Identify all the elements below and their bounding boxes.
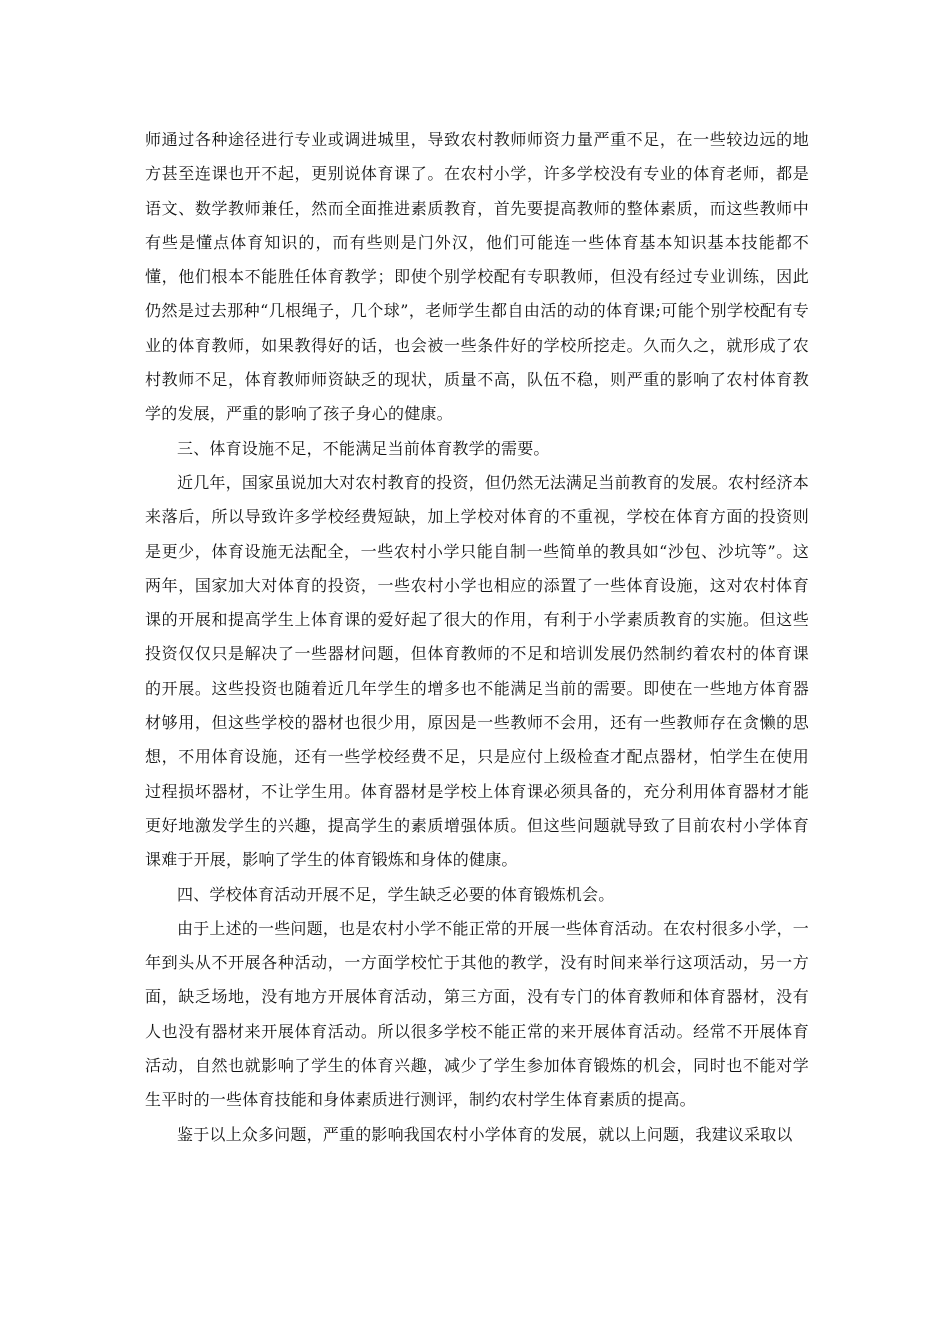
section-heading-facilities: 三、体育设施不足，不能满足当前体育教学的需要。 (177, 438, 550, 458)
paragraph-facilities: 近几年，国家虽说加大对农村教育的投资，但仍然无法满足当前教育的发展。农村经济本来落后，所以导致许多学校经费短缺，加上学校对体育的不重视，学校在体育方面的投资则是更少，体育设施无法配全，一些农村小学只能自制一些简单的教具如“沙包、沙坑等”。这两年，国家加大对体育的投资，一些农村小学也相应的添置了一些体育设施，这对农村体育课的开展和提高学生上体育课的爱好起了很大的作用，有利于小学素质教育的实施。但这些投资仅仅只是解决了一些器材问题，但体育教师的不足和培训发展仍然制约着农村的体育课的开展。这些投资也随着近几年学生的增多也不能满足当前的需要。即使在一些地方体育器材够用，但这些学校的器材也很少用，原因是一些教师不会用，还有一些教师存在贪懒的思想，不用体育设施，还有一些学校经费不足，只是应付上级检查才配点器材，怕学生在使用过程损坏器材，不让学生用。体育器材是学校上体育课必须具备的，充分利用体育器材才能更好地激发学生的兴趣，提高学生的素质增强体质。但这些问题就导致了目前农村小学体育课难于开展，影响了学生的体育锻炼和身体的健康。 (145, 472, 809, 870)
paragraph-activities: 由于上述的一些问题，也是农村小学不能正常的开展一些体育活动。在农村很多小学，一年到头从不开展各种活动，一方面学校忙于其他的教学，没有时间来举行这项活动，另一方面，缺乏场地，没有地方开展体育活动，第三方面，没有专门的体育教师和体育器材，没有人也没有器材来开展体育活动。所以很多学校不能正常的来开展体育活动。经常不开展体育活动，自然也就影响了学生的体育兴趣，减少了学生参加体育锻炼的机会，同时也不能对学生平时的一些体育技能和身体素质进行测评，制约农村学生体育素质的提高。 (145, 918, 809, 1110)
document-body (145, 123, 809, 1152)
section-heading-activities: 四、学校体育活动开展不足，学生缺乏必要的体育锻炼机会。 (177, 884, 615, 904)
paragraph-teacher-shortage: 师通过各种途径进行专业或调进城里，导致农村教师师资力量严重不足，在一些较边远的地方甚至连课也开不起，更别说体育课了。在农村小学，许多学校没有专业的体育老师，都是语文、数学教师兼任，然而全面推进素质教育，首先要提高教师的整体素质，而这些教师中有些是懂点体育知识的，而有些则是门外汉，他们可能连一些体育基本知识基本技能都不懂，他们根本不能胜任体育教学；即使个别学校配有专职教师，但没有经过专业训练，因此仍然是过去那种“几根绳子，几个球”，老师学生都自由活的动的体育课;可能个别学校配有专业的体育教师，如果教得好的话，也会被一些条件好的学校所挖走。久而久之，就形成了农村教师不足，体育教师师资缺乏的现状，质量不高，队伍不稳，则严重的影响了农村体育教学的发展，严重的影响了孩子身心的健康。 (145, 130, 809, 424)
paragraph-suggestions: 鉴于以上众多问题，严重的影响我国农村小学体育的发展，就以上问题，我建议采取以 (177, 1124, 793, 1144)
